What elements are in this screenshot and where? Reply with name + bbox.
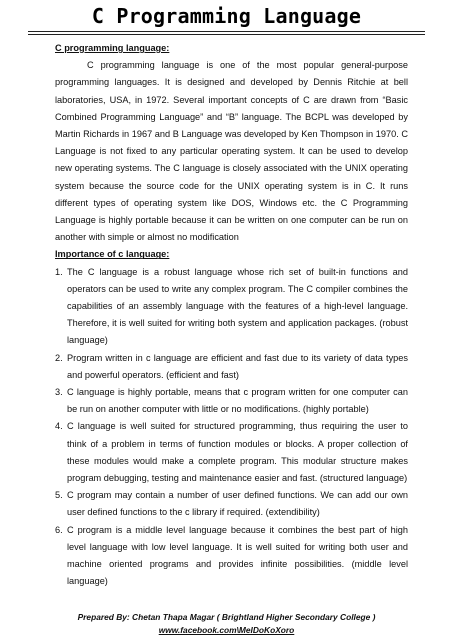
list-item-text: C language is highly portable, means that c program written for one computer can be run on another computer with little or no modifications. (highly portable) (67, 387, 408, 415)
footer-link[interactable]: www.facebook.com\MeIDoKoXoro (158, 625, 295, 635)
list-item (55, 487, 408, 521)
list-item (55, 384, 408, 418)
document-body (55, 40, 408, 591)
section-heading-importance: Importance of c language: (55, 249, 170, 260)
list-item-number: 5. (55, 490, 63, 501)
list-item-number: 3. (55, 387, 63, 398)
list-item-text: The C language is a robust language whose rich set of built-in functions and operators can be used to write any complex program. The C compiler combines the capabilities of an assembly language with the features of a high-level language. Therefore, it is well suited for writing both system and application packages. (robust language) (67, 266, 408, 346)
list-item (55, 522, 408, 591)
footer-credit: Prepared By: Chetan Thapa Magar ( Brightland Higher Secondary College ) (77, 612, 376, 622)
list-item (55, 350, 408, 384)
list-item-text: C program may contain a number of user defined functions. We can add our own user defined functions to the c library if required. (extendibility) (67, 490, 408, 518)
list-item-number: 4. (55, 421, 63, 432)
list-item-text: C language is well suited for structured programming, thus requiring the user to think of a problem in terms of function modules or blocks. A proper collection of these modules would make a complete program. This modular structure makes program debugging, testing and maintenance easier and fast. (structured language) (67, 421, 408, 484)
intro-paragraph: C programming language is one of the most popular general-purpose programming languages. It is designed and developed by Dennis Ritchie at bell laboratories, USA, in 1972. Several important concepts of C are drawn from “Basic Combined Programming Language” and “B” language. The BCPL was developed by Martin Richards in 1967 and B Language was developed by Ken Thompson in 1970. C Language is not fixed to any particular operating system. It can be used to develop new operating systems. The C language is closely associated with the UNIX operating system because the source code for the UNIX operating system is in C. It runs different types of operating system like DOS, Windows etc. the C Programming Language is highly portable because it can be written on one computer can be run on another with simple or almost no modification (55, 60, 408, 243)
list-item (55, 418, 408, 487)
list-item-text: Program written in c language are efficient and fast due to its variety of data types and powerful operators. (efficient and fast) (67, 352, 408, 380)
list-item (55, 264, 408, 350)
list-item-number: 6. (55, 524, 63, 535)
header-divider-bottom (28, 34, 425, 35)
page-title: C Programming Language (91, 4, 362, 28)
list-item-number: 2. (55, 352, 63, 363)
section-heading-c-language: C programming language: (55, 43, 170, 53)
list-item-text: C program is a middle level language because it combines the best part of high level language with low level language. It is well suited for writing both user and machine oriented programs and provides infinite possibilities. (middle level language) (67, 524, 408, 587)
list-item-number: 1. (55, 266, 63, 277)
header-divider-top (28, 31, 425, 32)
importance-list (55, 264, 408, 591)
